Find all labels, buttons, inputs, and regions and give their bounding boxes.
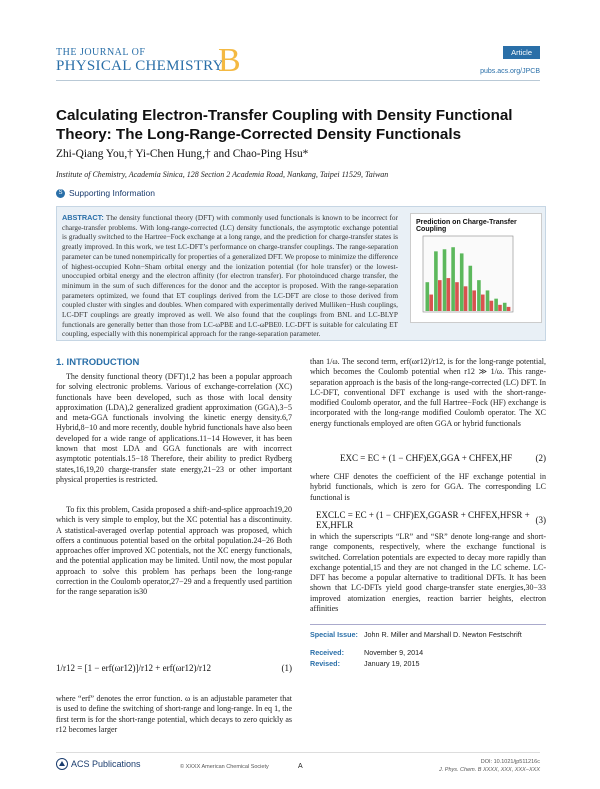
right-paragraph-1: than 1/ω. The second term, erf(ωr12)/r12, is for the long-range potential, which becomes the Coulomb potential when r12 ≫ 1/ω. This range-separation approach is the basis of the long-range-corrected (LC) DFT. In LC-DFT, conventional DFT exchange is used with the short-range-modified Coulomb operator, and the full Hartree−Fock (HF) exchange is incorporated with the long-range modified Coulomb operator. The XC energy functionals employed are often GGA or hybrid functionals bbox=[310, 357, 546, 428]
toc-bar-red-5 bbox=[464, 286, 468, 311]
footer-divider bbox=[56, 752, 540, 753]
received-row bbox=[310, 647, 546, 659]
journal-logo bbox=[56, 42, 241, 79]
toc-bar-green-8 bbox=[486, 290, 490, 311]
equation-3-body: EXCLC = EC + (1 − CHF)EX,GGASR + CHFEX,HFSR + EX,HFLR bbox=[316, 510, 530, 530]
toc-bar-green-7 bbox=[477, 280, 481, 311]
toc-bar-green-9 bbox=[494, 299, 498, 311]
publisher-name: ACS Publications bbox=[71, 759, 141, 769]
right-paragraph-2: where CHF denotes the coefficient of the HF exchange potential in hybrid functionals, which is zero for GGA. The corresponding LC functional is bbox=[310, 472, 546, 502]
journal-name-line1: THE JOURNAL OF bbox=[56, 47, 146, 58]
doi[interactable]: DOI: 10.1021/jp511216c bbox=[480, 759, 540, 765]
toc-graphic bbox=[410, 213, 542, 323]
intro-paragraph-1: The density functional theory (DFT)1,2 has been a popular approach for solving electronic problems. Various of exchange-correlation (XC) functionals have been developed, such as those with local density approximation (LDA),2 generalized gradient approximation (GGA),3−5 and meta-GGA functionals involving the kinetic energy density.6,7 Hybrid,8−10 and more recently, double hybrid functionals have also been developed for a wide range of applications.11−14 However, it has been known that most LDA and GGA functionals are with incorrect asymptotic potentials.15−18 Therefore, their ability to predict Rydberg states,16,19,20 charge-transfer state energy,21−23 or other important physical properties is restricted. bbox=[56, 372, 292, 484]
equation-2 bbox=[310, 453, 546, 463]
section-heading-introduction: 1. INTRODUCTION bbox=[56, 357, 140, 368]
paper-affiliation: Institute of Chemistry, Academia Sinica, 128 Section 2 Academia Road, Nankang, Taipei 11529, Taiwan bbox=[56, 170, 389, 179]
toc-bar-green-3 bbox=[443, 249, 447, 311]
toc-bar-green-10 bbox=[503, 303, 507, 311]
toc-bar-green-5 bbox=[460, 253, 464, 311]
article-type-badge: Article bbox=[503, 46, 540, 59]
equation-1 bbox=[56, 663, 292, 673]
toc-title: Prediction on Charge-Transfer Coupling bbox=[416, 219, 517, 233]
equation-2-body: EXC = EC + (1 − CHF)EX,GGA + CHFEX,HF bbox=[340, 453, 513, 463]
received-value: November 9, 2014 bbox=[364, 647, 424, 657]
special-issue-info bbox=[310, 629, 546, 670]
toc-bar-green-4 bbox=[451, 247, 455, 311]
special-divider bbox=[310, 624, 546, 625]
received-label: Received: bbox=[310, 647, 344, 657]
journal-section-letter: B bbox=[218, 42, 241, 79]
header-divider bbox=[56, 80, 540, 81]
toc-bar-red-7 bbox=[481, 295, 485, 311]
equation-1-number: (1) bbox=[281, 663, 292, 673]
toc-bar-green-1 bbox=[426, 282, 430, 311]
toc-bar-red-2 bbox=[438, 280, 442, 311]
equation-3-number: (3) bbox=[535, 515, 546, 525]
journal-url-link[interactable]: pubs.acs.org/JPCB bbox=[480, 68, 540, 75]
right-paragraph-3: in which the superscripts “LR” and “SR” denote long-range and short-range components, respectively, where the exchange functional is switched. Correlation potentials are expected to decay more rapidly than exchange potential,15 and they are not changed in the LC scheme. LC-DFT has become a popular alternative to traditional DFTs. It has been shown that LC-DFTs yield good charge-transfer state energies,30−33 improved atomization energies, reaction barrier heights, electron affinities bbox=[310, 532, 546, 614]
toc-bar-red-1 bbox=[429, 295, 433, 311]
paper-authors: Zhi-Qiang You,† Yi-Chen Hung,† and Chao-Ping Hsu* bbox=[56, 148, 309, 160]
abstract-body: The density functional theory (DFT) with commonly used functionals is known to be incorrect for charge-transfer problems. With long-range-corrected (LC) density functionals, the asymptotic exchange potential is gradually switched to the Hartree−Fock exchange at a long range, and the prediction for charge-transfer states is greatly improved. In this work, we test LC-DFT’s performance on charge-transfer couplings. The range-separation parameter can be tuned nonempirically for properties of a generalized DFT. We propose to minimize the difference of highest-occupied Kohn−Sham orbital energy and the ionization potential (for hole transfer) or the lowest-unoccupied orbital energy and the electron affinity (for electron transfer). For photoinduced charge transfer, the minimum in the sum of such differences for the donor and the acceptor is proposed. With the range-separation parameters optimized, we found that ET couplings derived from the LC-DFT are close to those derived from coupled cluster with singles and doubles. When compared with experimentally derived Mulliken−Hush couplings, LC-DFT couplings are greatly improved as well. We also found that the couplings from BNL and LC-BLYP functionals are generally better than those from LC-ωPBE and LC-ωPBE0. LC-DFT is suitable for calculating ET coupling, especially with this nonempirical approach for the range-separation parameter. bbox=[62, 213, 398, 339]
revised-value: January 19, 2015 bbox=[364, 659, 420, 668]
acs-logo-icon bbox=[56, 758, 68, 770]
toc-bar-red-4 bbox=[455, 282, 459, 311]
revised-row bbox=[310, 658, 546, 670]
supporting-info-label: Supporting Information bbox=[69, 188, 155, 198]
toc-bar-red-10 bbox=[507, 307, 511, 311]
equation-3 bbox=[310, 510, 546, 530]
toc-bar-green-2 bbox=[434, 251, 438, 311]
toc-bar-red-3 bbox=[447, 278, 451, 311]
toc-bar-red-9 bbox=[498, 305, 502, 311]
citation: J. Phys. Chem. B XXXX, XXX, XXX−XXX bbox=[438, 767, 540, 773]
acs-publications-logo bbox=[56, 758, 141, 770]
copyright: © XXXX American Chemical Society bbox=[180, 764, 269, 770]
equation-2-number: (2) bbox=[535, 453, 546, 463]
intro-paragraph-2: To fix this problem, Casida proposed a shift-and-splice approach19,20 which is very simple to employ, but the XC potential has a discontinuity. A statistical-averaged overlap potential approach was proposed, which offers a continuous potential based on the orbital population.24−26 Both approaches offer improved XC potentials, not the XC energy functionals, and the potential application may be limited. Until now, the most popular approach to solve this problem has perhaps been the long-range correction in the Coulomb operator,27−29 and a frequently used partition for the range separation is30 bbox=[56, 505, 292, 597]
abstract-label: ABSTRACT: bbox=[62, 213, 104, 222]
journal-name-line2: PHYSICAL CHEMISTRY bbox=[56, 58, 224, 74]
toc-bar-red-6 bbox=[472, 290, 476, 311]
toc-bar-green-6 bbox=[469, 266, 473, 311]
special-issue-label: Special Issue: bbox=[310, 630, 358, 639]
supporting-info-link[interactable] bbox=[56, 188, 155, 198]
revised-label: Revised: bbox=[310, 659, 340, 668]
toc-chart bbox=[411, 214, 541, 322]
paper-title: Calculating Electron-Transfer Coupling with Density Functional Theory: The Long-Range-Corrected Density Functionals bbox=[56, 107, 513, 143]
intro-paragraph-3: where “erf” denotes the error function. ω is an adjustable parameter that is used to define the switching of short-range and long-range. In eq 1, the first term is for the short-range potential, which decays to zero quickly as r12 becomes larger bbox=[56, 694, 292, 734]
special-issue-row bbox=[310, 629, 546, 641]
supporting-info-icon: S bbox=[56, 189, 65, 198]
page-number: A bbox=[298, 763, 303, 770]
special-issue-value: John R. Miller and Marshall D. Newton Festschrift bbox=[363, 630, 522, 639]
toc-bar-red-8 bbox=[490, 301, 494, 311]
equation-1-body: 1/r12 = [1 − erf(ωr12)]/r12 + erf(ωr12)/r12 bbox=[56, 663, 212, 673]
